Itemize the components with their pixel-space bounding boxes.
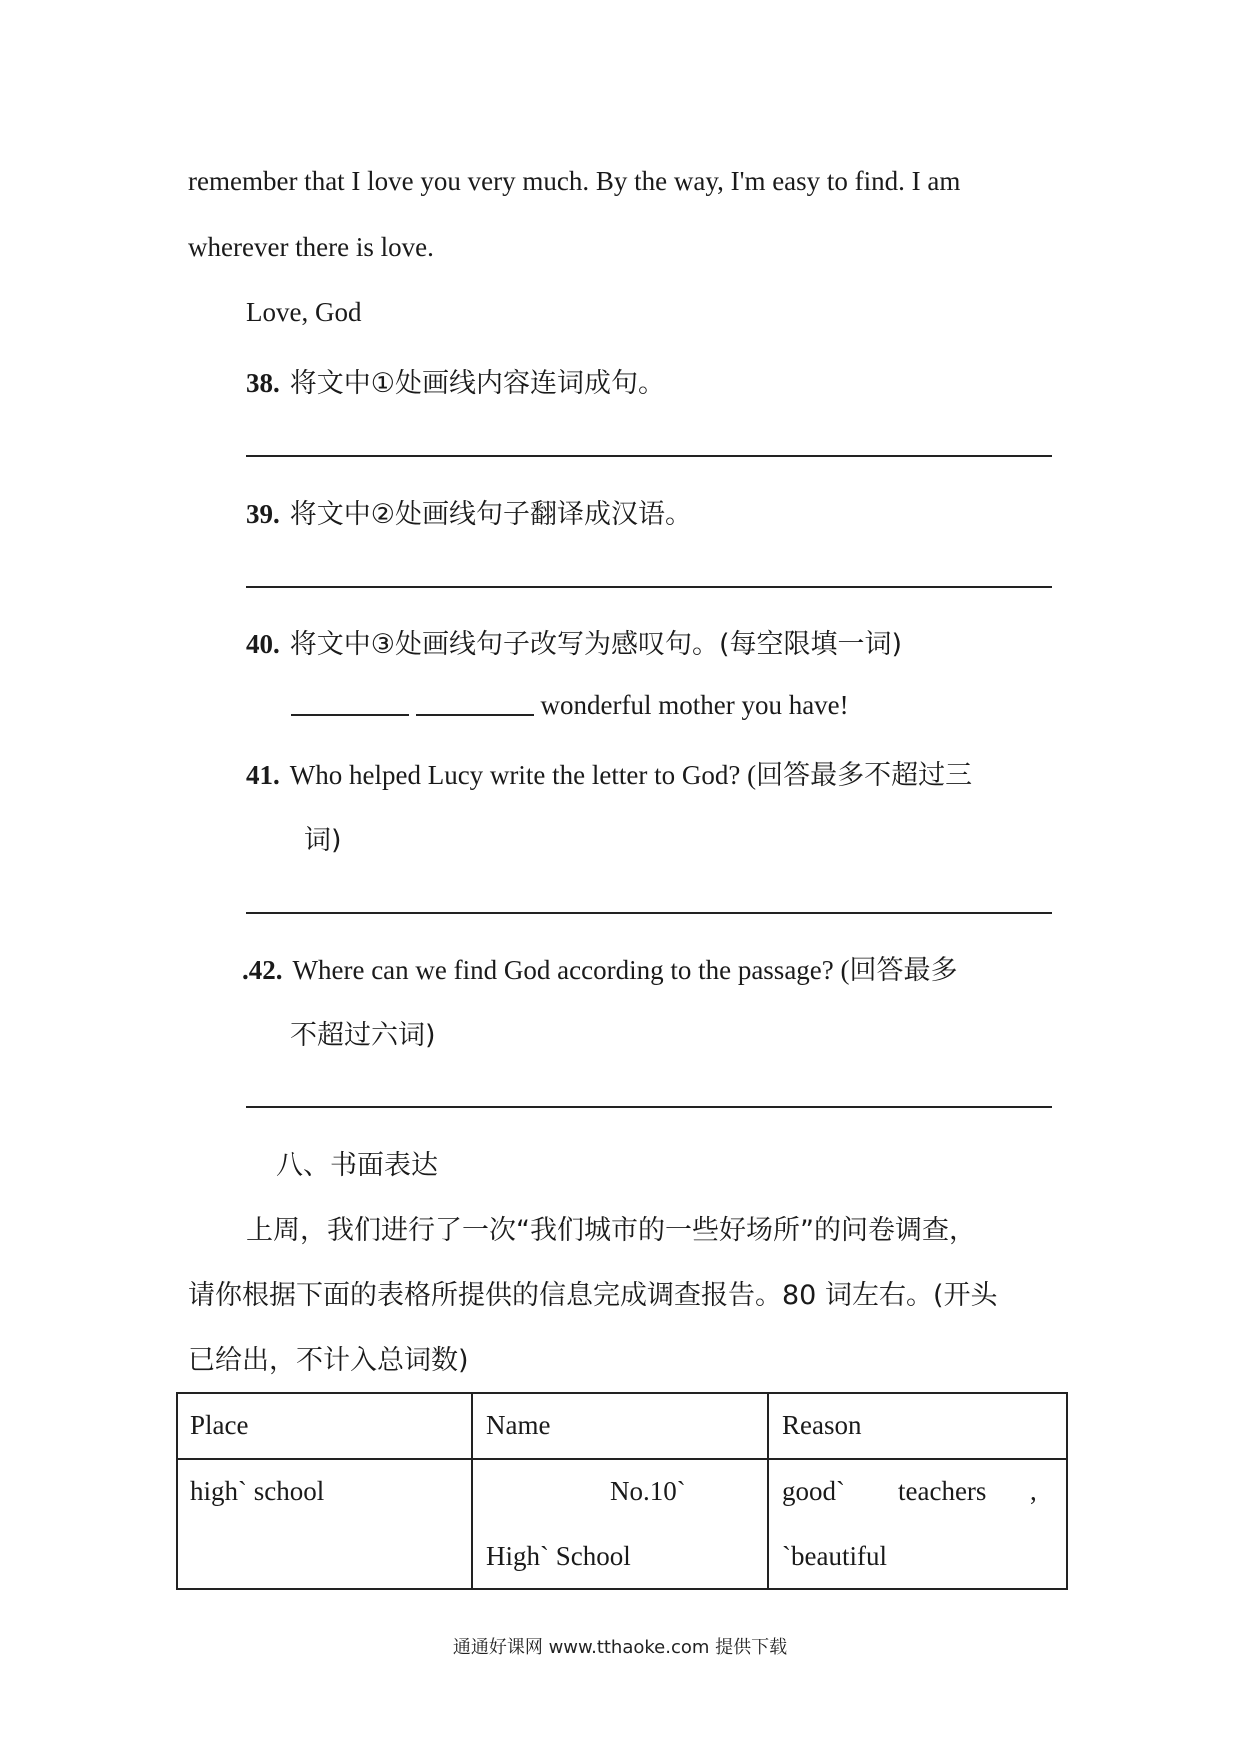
question-number: 38. bbox=[246, 368, 280, 398]
header-place: Place bbox=[190, 1410, 249, 1440]
section-heading: 八、书面表达 bbox=[276, 1150, 438, 1181]
footer-source: 通通好课网 www.tthaoke.com 提供下载 bbox=[452, 1637, 788, 1658]
cell-name-line-1: No.10` bbox=[610, 1476, 686, 1506]
header-name: Name bbox=[486, 1410, 551, 1440]
question-41-continued: 词) bbox=[304, 825, 342, 856]
question-42-continued: 不超过六词) bbox=[290, 1020, 436, 1051]
answer-line-42[interactable] bbox=[246, 1106, 1052, 1108]
answer-line-38[interactable] bbox=[246, 455, 1052, 457]
question-number: 41. bbox=[246, 760, 280, 790]
question-number: 40. bbox=[246, 629, 280, 659]
cell-place: high` school bbox=[190, 1476, 325, 1506]
question-text: 将文中①处画线内容连词成句。 bbox=[289, 368, 665, 399]
table-divider bbox=[178, 1458, 1066, 1460]
blank-1[interactable] bbox=[291, 714, 409, 716]
answer-line-41[interactable] bbox=[246, 912, 1052, 914]
exclamation-fill-line bbox=[291, 690, 849, 721]
question-text: 将文中②处画线句子翻译成汉语。 bbox=[289, 499, 692, 530]
header-reason: Reason bbox=[782, 1410, 862, 1440]
question-40 bbox=[246, 622, 902, 661]
cell-reason-word-1: good` bbox=[782, 1476, 845, 1506]
writing-intro-line-1: 上周，我们进行了一次“我们城市的一些好场所”的问卷调查， bbox=[246, 1215, 976, 1246]
question-text: Where can we find God according to the passage? (回答最多 bbox=[292, 955, 958, 985]
blank-2[interactable] bbox=[416, 714, 534, 716]
cell-name-line-2: High` School bbox=[486, 1541, 631, 1571]
cell-reason-comma: , bbox=[1030, 1476, 1037, 1506]
fill-text: wonderful mother you have! bbox=[540, 690, 849, 720]
table-divider bbox=[471, 1394, 473, 1588]
passage-line-2: wherever there is love. bbox=[188, 232, 434, 262]
question-38 bbox=[246, 361, 665, 400]
question-text: Who helped Lucy write the letter to God? (回答最多不超过三 bbox=[289, 760, 973, 790]
table-divider bbox=[767, 1394, 769, 1588]
cell-reason-line-2: `beautiful bbox=[782, 1541, 887, 1571]
answer-line-39[interactable] bbox=[246, 586, 1052, 588]
cell-reason-word-2: teachers bbox=[898, 1476, 987, 1506]
passage-signoff: Love, God bbox=[246, 297, 362, 327]
writing-intro-line-3: 已给出，不计入总词数) bbox=[188, 1345, 469, 1376]
question-number: 39. bbox=[246, 499, 280, 529]
question-39 bbox=[246, 492, 692, 531]
question-42 bbox=[242, 948, 958, 987]
passage-line-1: remember that I love you very much. By the way, I'm easy to find. I am bbox=[188, 166, 961, 196]
survey-table bbox=[176, 1392, 1068, 1590]
question-number: .42. bbox=[242, 955, 283, 985]
question-text: 将文中③处画线句子改写为感叹句。(每空限填一词) bbox=[289, 629, 903, 660]
writing-intro-line-2: 请你根据下面的表格所提供的信息完成调查报告。80 词左右。(开头 bbox=[188, 1280, 998, 1311]
question-41 bbox=[246, 753, 972, 792]
